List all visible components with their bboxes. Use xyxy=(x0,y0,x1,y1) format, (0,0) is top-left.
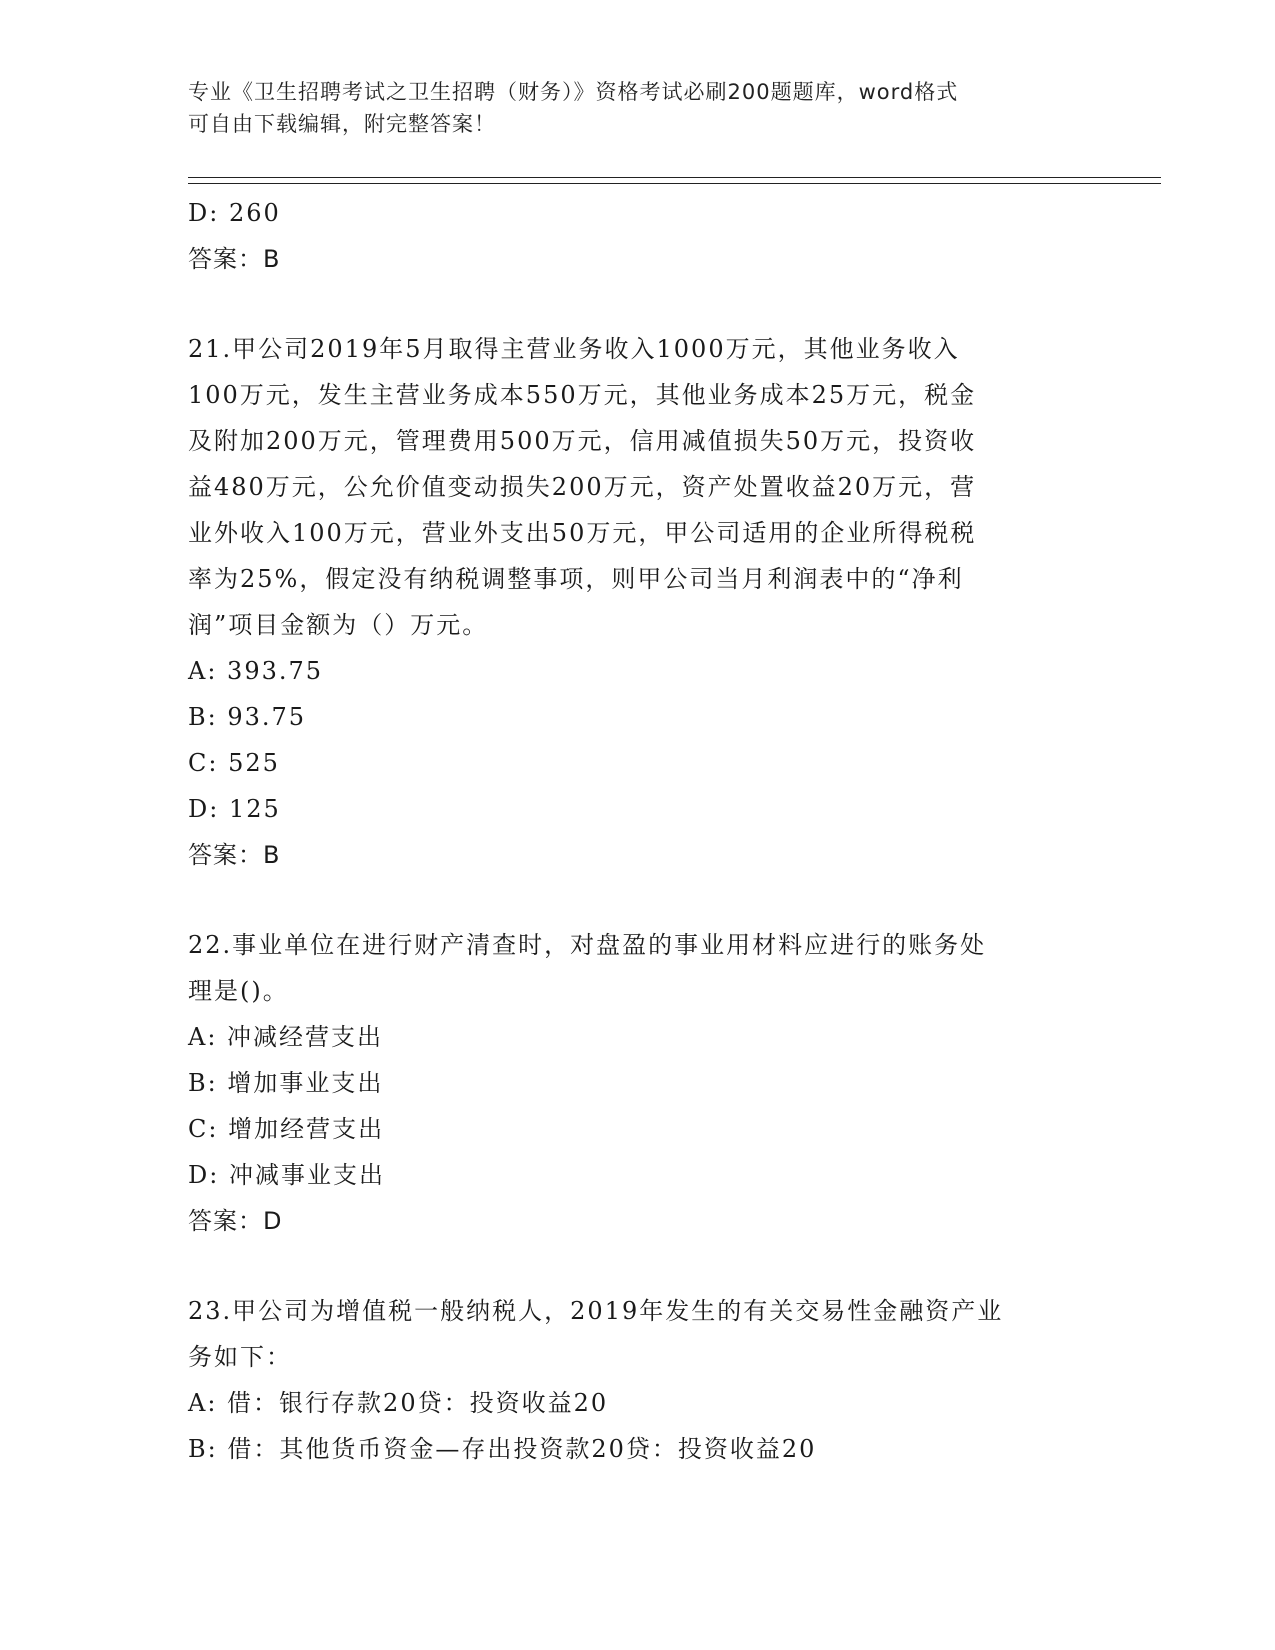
header-rule-bottom xyxy=(188,183,1161,184)
question-22 xyxy=(188,922,1088,1244)
option-a: A: 冲减经营支出 xyxy=(188,1023,384,1051)
spacer xyxy=(188,282,1088,326)
question-text-line: 理是()。 xyxy=(188,977,289,1005)
question-text-line: 率为25%，假定没有纳税调整事项，则甲公司当月利润表中的“净利 xyxy=(188,565,964,593)
option-d: D: 冲减事业支出 xyxy=(188,1161,385,1189)
document-body xyxy=(188,190,1088,1472)
answer-line: 答案：D xyxy=(188,1207,283,1235)
option-a: A: 借：银行存款20贷：投资收益20 xyxy=(188,1389,609,1417)
question-text-line: 润”项目金额为（）万元。 xyxy=(188,611,489,639)
option-d: D: 260 xyxy=(188,199,281,227)
header-line-1: 专业《卫生招聘考试之卫生招聘（财务）》资格考试必刷200题题库，word格式 xyxy=(188,80,959,104)
header-rule-top xyxy=(188,177,1161,178)
option-b: B: 增加事业支出 xyxy=(188,1069,384,1097)
question-text-line: 23.甲公司为增值税一般纳税人，2019年发生的有关交易性金融资产业 xyxy=(188,1297,1004,1325)
option-c: C: 增加经营支出 xyxy=(188,1115,385,1143)
answer-line: 答案：B xyxy=(188,245,281,273)
option-d: D: 125 xyxy=(188,795,281,823)
question-23 xyxy=(188,1288,1088,1472)
question-21 xyxy=(188,326,1088,878)
question-text-line: 及附加200万元，管理费用500万元，信用减值损失50万元，投资收 xyxy=(188,427,977,455)
option-c: C: 525 xyxy=(188,749,280,777)
spacer xyxy=(188,1244,1088,1288)
option-a: A: 393.75 xyxy=(188,657,324,685)
spacer xyxy=(188,878,1088,922)
header-line-2: 可自由下载编辑，附完整答案！ xyxy=(188,112,496,136)
question-text-line: 业外收入100万元，营业外支出50万元，甲公司适用的企业所得税税 xyxy=(188,519,977,547)
previous-question-tail xyxy=(188,190,1088,282)
question-text-line: 务如下： xyxy=(188,1343,292,1371)
option-b: B: 借：其他货币资金—存出投资款20贷：投资收益20 xyxy=(188,1435,817,1463)
question-text-line: 21.甲公司2019年5月取得主营业务收入1000万元，其他业务收入 xyxy=(188,335,960,363)
question-text-line: 益480万元，公允价值变动损失200万元，资产处置收益20万元，营 xyxy=(188,473,977,501)
question-text-line: 100万元，发生主营业务成本550万元，其他业务成本25万元，税金 xyxy=(188,381,977,409)
question-text-line: 22.事业单位在进行财产清查时，对盘盈的事业用材料应进行的账务处 xyxy=(188,931,987,959)
answer-line: 答案：B xyxy=(188,841,281,869)
option-b: B: 93.75 xyxy=(188,703,307,731)
document-header xyxy=(188,76,1088,140)
